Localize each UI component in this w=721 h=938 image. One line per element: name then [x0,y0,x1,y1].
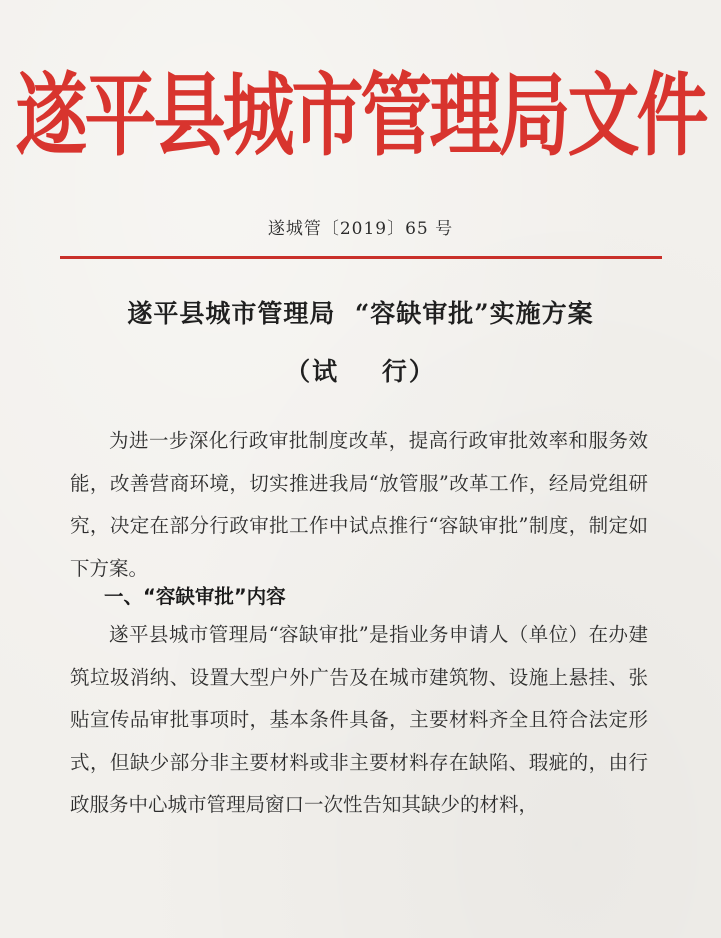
red-divider-line [60,256,662,259]
document-number: 遂城管〔2019〕65 号 [267,219,454,239]
intro-paragraph: 为进一步深化行政审批制度改革，提高行政审批效率和服务效能，改善营商环境，切实推进我局“放管服”改革工作，经局党组研究，决定在部分行政审批工作中试点推行“容缺审批”制度，制定如下方案。 [70,429,648,580]
section-heading: 一、“容缺审批”内容 [104,585,286,608]
content-paragraph: 遂平县城市管理局“容缺审批”是指业务申请人（单位）在办建筑垃圾消纳、设置大型户外广告及在城市建筑物、设施上悬挂、张贴宣传品审批事项时，基本条件具备，主要材料齐全且符合法定形式，但缺少部分非主要材料或非主要材料存在缺陷、瑕疵的，由行政服务中心城市管理局窗口一次性告知其缺少的材料， [70,623,648,816]
plan-subtitle: （试 行） [285,357,436,386]
agency-header: 遂平县城市管理局文件 [15,61,706,168]
plan-title: 遂平县城市管理局 “容缺审批”实施方案 [127,299,594,328]
